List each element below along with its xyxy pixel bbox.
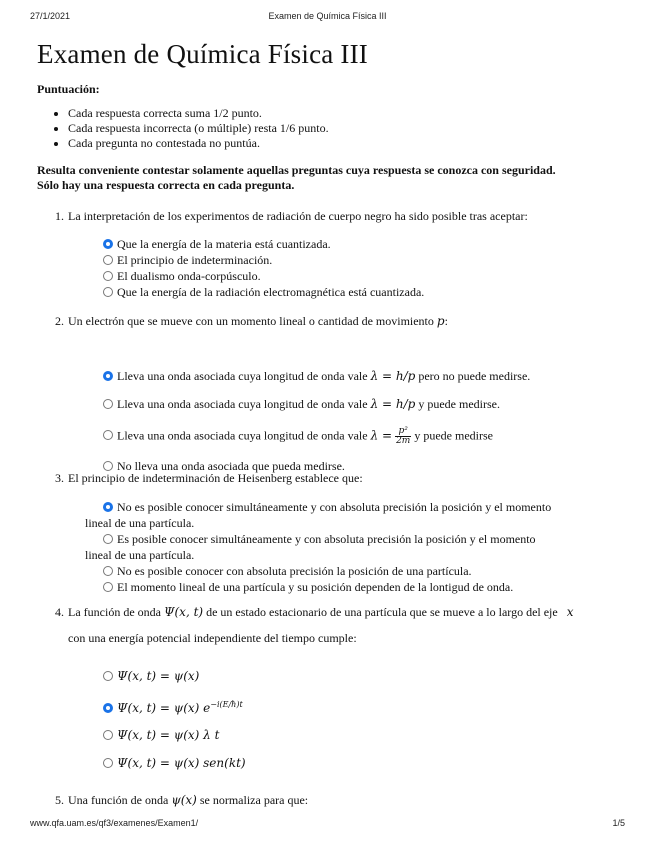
question-2 — [37, 313, 607, 473]
radio-button[interactable] — [103, 758, 113, 768]
radio-button[interactable] — [103, 566, 113, 576]
answer-option[interactable]: Ψ(x, t) = ψ(x) $e^{-i(E/ħ)t}$ — [103, 697, 243, 716]
question-number: 5. — [55, 793, 64, 807]
question-text: 5. Una función de onda ψ(x) se normaliza para que: — [55, 793, 309, 807]
answer-option-continuation: lineal de una partícula. — [85, 548, 195, 562]
radio-button[interactable] — [103, 582, 113, 592]
answer-option[interactable]: El momento lineal de una partícula y su posición dependen de la lontigud de onda. — [103, 579, 607, 595]
radio-button[interactable] — [103, 730, 113, 740]
question-text: 1. La interpretación de los experimentos de radiación de cuerpo negro ha sido posible tras aceptar: — [55, 209, 528, 223]
answer-option[interactable]: Lleva una onda asociada cuya longitud de onda vale λ = h/p pero no puede medirse. — [103, 368, 530, 384]
answer-option[interactable]: No lleva una onda asociada que pueda medirse. — [103, 458, 345, 474]
question-number: 3. — [55, 471, 64, 485]
answer-option[interactable]: El dualismo onda-corpúsculo. — [103, 268, 607, 284]
radio-button[interactable] — [103, 255, 113, 265]
warning-text — [37, 163, 607, 193]
fraction: $\frac{\text{p²}}{2m}$ — [396, 426, 411, 446]
print-date: 27/1/2021 — [30, 11, 71, 21]
print-header — [30, 11, 625, 25]
radio-button[interactable] — [103, 534, 113, 544]
question-3 — [37, 470, 607, 595]
answer-option[interactable]: Que la energía de la radiación electromagnética está cuantizada. — [103, 284, 607, 300]
answer-option[interactable]: Lleva una onda asociada cuya longitud de onda vale λ = h/p y puede medirse. — [103, 396, 500, 412]
answer-option[interactable]: Lleva una onda asociada cuya longitud de onda vale λ = $\frac{\text{p²}}{2m}$ y puede medirse — [103, 427, 493, 446]
options-list — [37, 499, 607, 595]
answer-option[interactable]: No es posible conocer con absoluta precisión la posición de una partícula. — [103, 563, 607, 579]
options-list — [37, 236, 607, 300]
question-text: 2. Un electrón que se mueve con un momento lineal o cantidad de movimiento p: — [55, 314, 448, 328]
radio-button[interactable] — [103, 371, 113, 381]
print-title: Examen de Química Física III — [268, 11, 387, 21]
question-5 — [37, 792, 607, 809]
question-number: 4. — [55, 605, 64, 619]
exam-content — [37, 34, 607, 193]
question-4 — [37, 604, 607, 770]
score-rule: • Cada pregunta no contestada no puntúa. — [68, 136, 607, 151]
radio-button[interactable] — [103, 271, 113, 281]
question-number: 1. — [55, 209, 64, 223]
print-footer — [30, 818, 625, 832]
page-title: Examen de Química Física III — [37, 39, 368, 69]
radio-button[interactable] — [103, 287, 113, 297]
question-text: 4. La función de onda Ψ(x, t) de un estado estacionario de una partícula que se mueve a lo largo del eje x — [55, 605, 574, 619]
radio-button[interactable] — [103, 239, 113, 249]
answer-option[interactable]: Es posible conocer simultáneamente y con absoluta precisión la posición y el momento — [103, 531, 607, 547]
question-1 — [37, 208, 607, 300]
score-rule: • Cada respuesta incorrecta (o múltiple) resta 1/6 punto. — [68, 121, 607, 136]
warning-line: Sólo hay una respuesta correcta en cada pregunta. — [37, 178, 295, 192]
score-rules-list — [37, 106, 607, 151]
question-text: 3. El principio de indeterminación de Heisenberg establece que: — [55, 471, 363, 485]
print-page-number: 1/5 — [612, 818, 625, 828]
score-heading: Puntuación: — [37, 82, 100, 96]
print-url: www.qfa.uam.es/qf3/examenes/Examen1/ — [30, 818, 199, 828]
answer-option[interactable]: El principio de indeterminación. — [103, 252, 607, 268]
answer-option-continuation: lineal de una partícula. — [85, 516, 195, 530]
answer-option[interactable]: Ψ(x, t) = ψ(x) — [103, 668, 199, 684]
radio-button[interactable] — [103, 399, 113, 409]
radio-button[interactable] — [103, 430, 113, 440]
radio-button[interactable] — [103, 671, 113, 681]
answer-option[interactable]: No es posible conocer simultáneamente y con absoluta precisión la posición y el momento — [103, 499, 607, 515]
radio-button[interactable] — [103, 703, 113, 713]
answer-option[interactable]: Ψ(x, t) = ψ(x) λ t — [103, 727, 219, 743]
radio-button[interactable] — [103, 502, 113, 512]
score-rule: • Cada respuesta correcta suma 1/2 punto. — [68, 106, 607, 121]
question-number: 2. — [55, 314, 64, 328]
answer-option[interactable]: Ψ(x, t) = ψ(x) sen(kt) — [103, 755, 246, 771]
warning-line: Resulta conveniente contestar solamente aquellas preguntas cuya respuesta se conozca con seguridad. — [37, 163, 556, 177]
question-text-line2: con una energía potencial independiente del tiempo cumple: — [68, 631, 357, 645]
answer-option[interactable]: Que la energía de la materia está cuantizada. — [103, 236, 607, 252]
